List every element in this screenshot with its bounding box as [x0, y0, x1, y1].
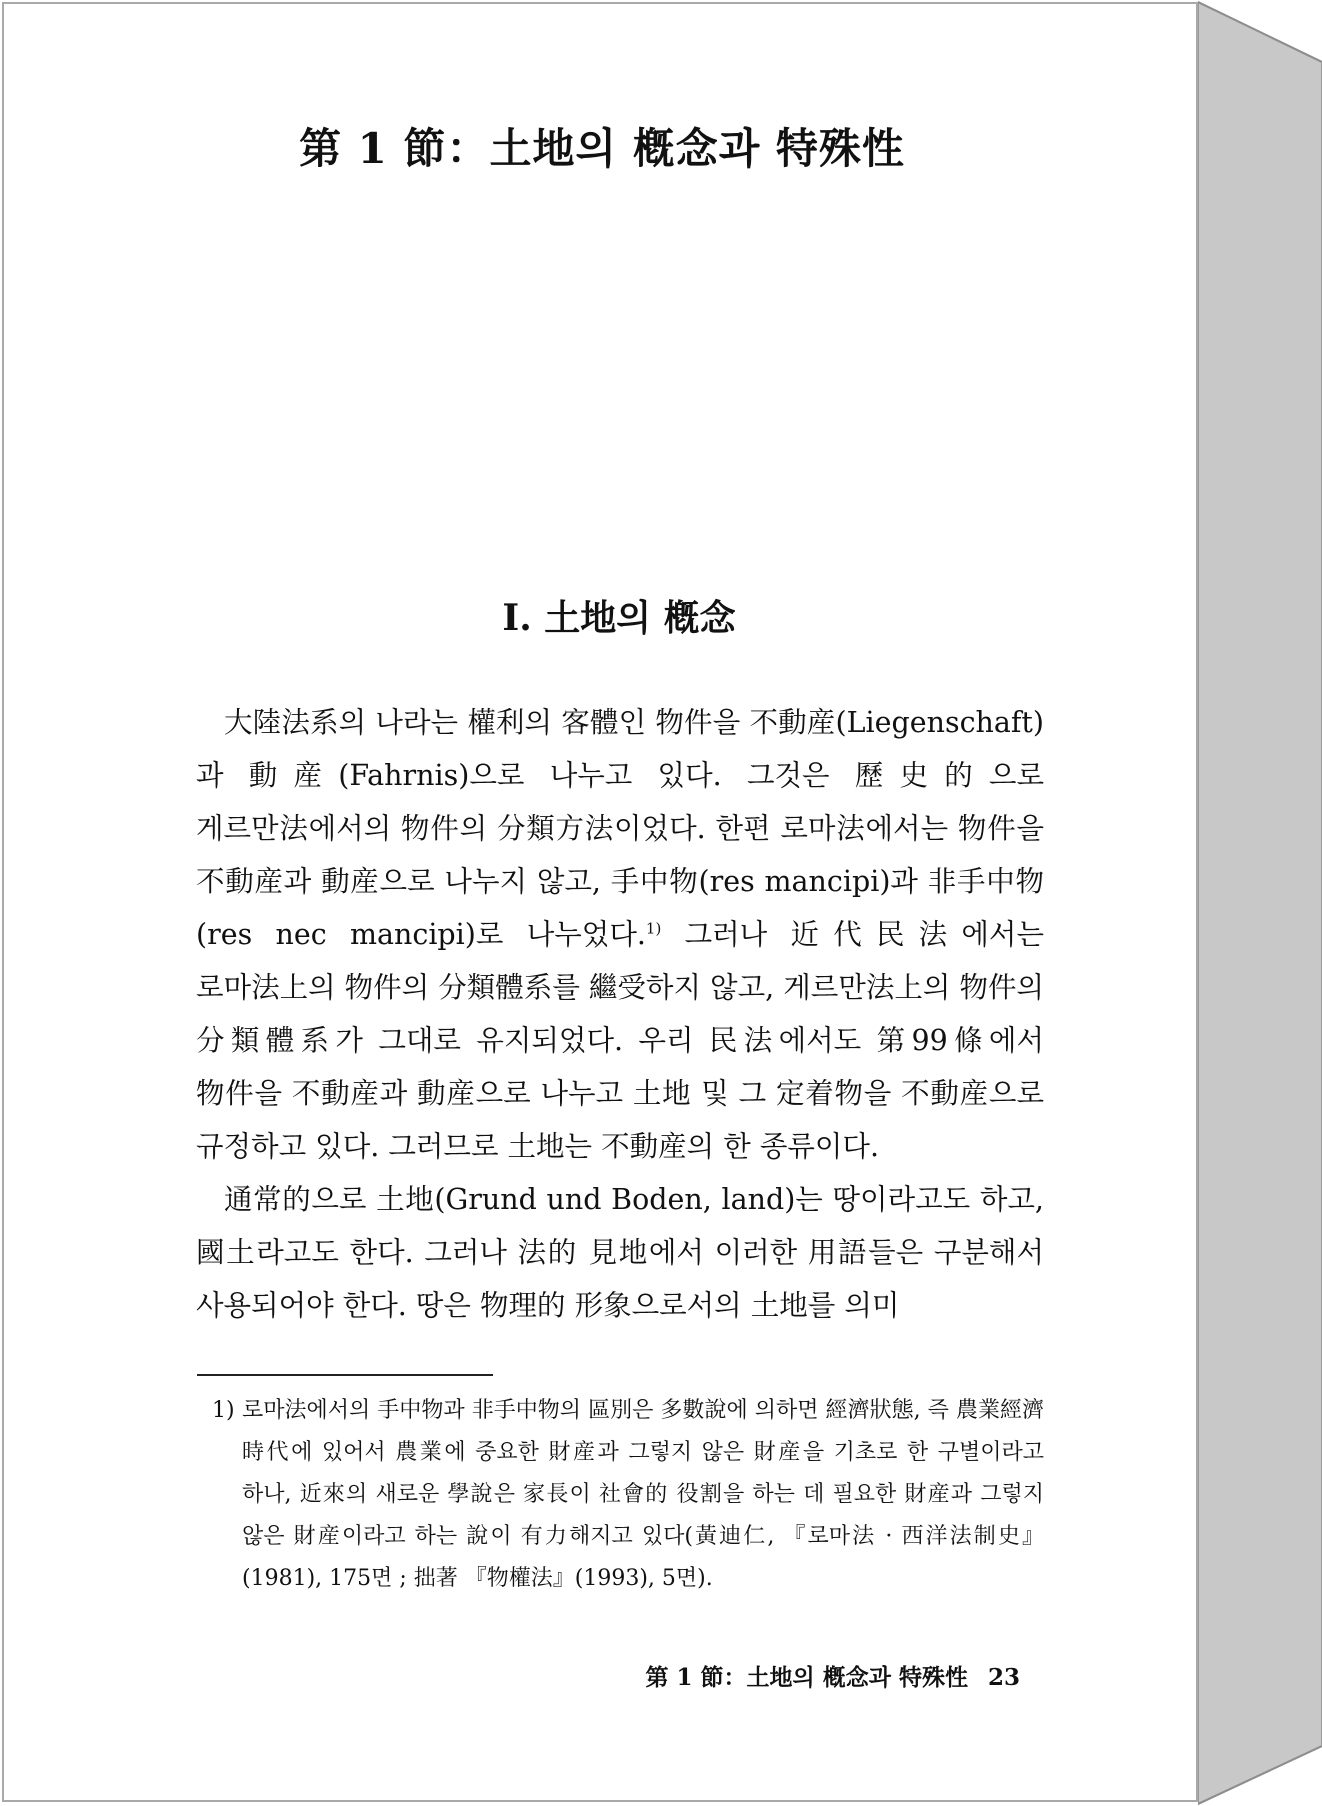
- page-number: 23: [987, 1664, 1020, 1691]
- paragraph-1-text-continued: 그러나 近代民法에서는 로마法上의 物件의 分類體系를 繼受하지 않고, 게르만法上의 物件의 分類體系가 그대로 유지되었다. 우리 民法에서도 第99條에서 物件을 不動産과 動産으로 나누고 土地 및 그 定着物을 不動産으로 규정하고 있다. 그러므로 土地는 不動産의 한 종류이다.: [196, 918, 1044, 1163]
- paragraph-1: [196, 696, 1044, 1173]
- book-page-edge: [1198, 0, 1322, 1806]
- footnote-divider: [197, 1374, 493, 1376]
- body-text: [196, 696, 1044, 1332]
- chapter-title: 第 1 節：土地의 槪念과 特殊性: [299, 124, 905, 173]
- page-edge-shape: [1198, 0, 1322, 1806]
- footnote-1: [212, 1390, 1044, 1600]
- paragraph-1-text: 大陸法系의 나라는 權利의 客體인 物件을 不動産(Liegenschaft)과 動産(Fahrnis)으로 나누고 있다. 그것은 歷史的으로 게르만法에서의 物件의 分類方法이었다. 한편 로마法에서는 物件을 不動産과 動産으로 나누지 않고, 手中物(res mancipi)과 非手中物(res nec mancipi)로 나누었다.: [196, 706, 1044, 951]
- running-footer: [4, 1659, 1020, 1692]
- section-title: Ⅰ. 土地의 槪念: [502, 597, 736, 639]
- paragraph-2: 通常的으로 土地(Grund und Boden, land)는 땅이라고도 하고, 國土라고도 한다. 그러나 法的 見地에서 이러한 用語들은 구분해서 사용되어야 한다. 땅은 物理的 形象으로서의 土地를 의미: [196, 1183, 1044, 1322]
- footnote-number: 1): [212, 1398, 235, 1423]
- footnotes: [212, 1390, 1044, 1600]
- footnote-reference: 1): [645, 919, 662, 938]
- running-footer-title: 第 1 節：土地의 槪念과 特殊性: [645, 1664, 968, 1691]
- document-page: [2, 2, 1198, 1802]
- footnote-text: 로마法에서의 手中物과 非手中物의 區別은 多數說에 의하면 經濟狀態, 즉 農業經濟 時代에 있어서 農業에 중요한 財産과 그렇지 않은 財産을 기초로 한 구별이라고 하나, 近來의 새로운 學說은 家長이 社會的 役割을 하는 데 필요한 財産과 그렇지 않은 財産이라고 하는 說이 有力해지고 있다(黃迪仁, 『로마法 · 西洋法制史』(1981), 175면 ; 拙著 『物權法』(1993), 5면).: [242, 1398, 1044, 1591]
